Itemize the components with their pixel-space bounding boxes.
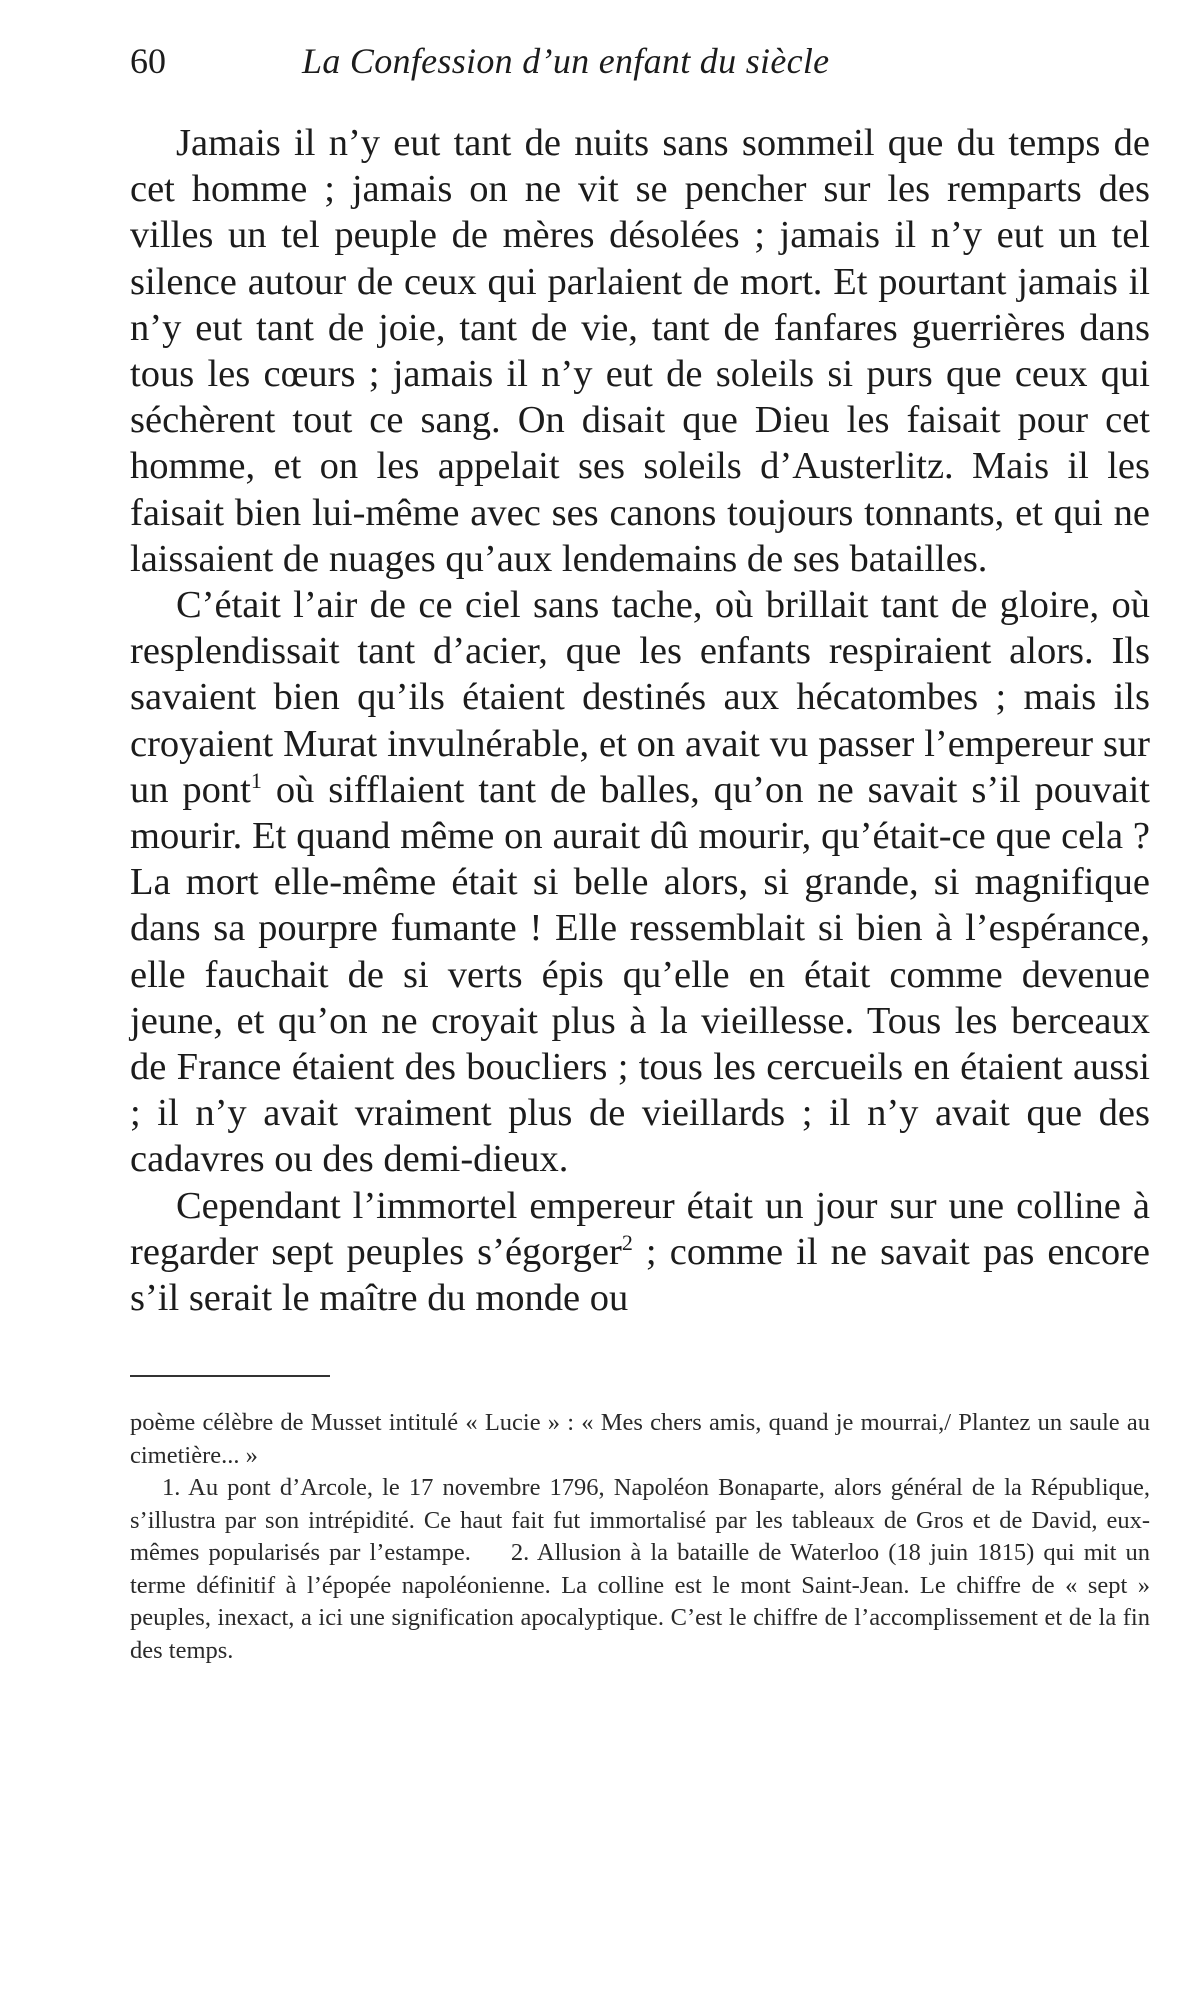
paragraph-3-part-1: Cependant l’immortel empereur était un jour sur une colline à regarder sept peuples s’égorger [130,1184,1150,1273]
footnote-separator [130,1375,330,1377]
footnote-ref-1[interactable]: 1 [250,768,262,794]
page-number: 60 [130,41,166,81]
footnote-2-number: 2. [510,1539,530,1567]
book-title: La Confession d’un enfant du siècle [302,41,830,81]
main-text [130,120,1150,1321]
footnote-continued: poème célèbre de Musset intitulé « Lucie » : « Mes chers amis, quand je mourrai,/ Plantez un saule au cimetière... » [130,1409,1150,1469]
footnote-2-text: Allusion à la bataille de Waterloo (18 juin 1815) qui mit un terme définitif à l’épopée napoléonienne. La colline est le mont Saint-Jean. Le chiffre de « sept » peuples, inexact, a ici une signification apocalyptique. C’est le chiffre de l’accomplissement et de la fin des temps. [130,1539,1150,1664]
paragraph-2-part-1: C’était l’air de ce ciel sans tache, où brillait tant de gloire, où resplendissait tant d’acier, que les enfants respiraient alors. Ils savaient bien qu’ils étaient destinés aux hécatombes ; mais ils croyaient Murat invulnérable, et on avait vu passer l’empereur sur un pont [130,584,1150,811]
running-head [130,40,1150,100]
paragraph-2-part-2: où sifflaient tant de balles, qu’on ne savait s’il pouvait mourir. Et quand même on aurait dû mourir, qu’était-ce que cela ? La mort elle-même était si belle alors, si grande, si magnifique dans sa pourpre fumante ! Elle ressemblait si bien à l’espérance, elle fauchait de si verts épis qu’elle en était comme devenue jeune, et qu’on ne croyait plus à la vieillesse. Tous les berceaux de France étaient des boucliers ; tous les cercueils en étaient aussi ; il n’y avait vraiment plus de vieillards ; il n’y avait que des cadavres ou des demi-dieux. [130,768,1150,1181]
paragraph-3-part-2: ; comme il ne savait pas encore s’il serait le maître du monde ou [130,1230,1150,1320]
paragraph-2 [130,582,1150,1183]
paragraph-1: Jamais il n’y eut tant de nuits sans sommeil que du temps de cet homme ; jamais on ne vit se pencher sur les remparts des villes un tel peuple de mères désolées ; jamais il n’y eut un tel silence autour de ceux qui parlaient de mort. Et pourtant jamais il n’y eut tant de joie, tant de vie, tant de fanfares guerrières dans tous les cœurs ; jamais il n’y eut de soleils si purs que ceux qui séchèrent tout ce sang. On disait que Dieu les faisait pour cet homme, et on les appelait ses soleils d’Austerlitz. Mais il les faisait bien lui-même avec ses canons toujours tonnants, et qui ne laissaient de nuages qu’aux lendemains de ses batailles. [130,122,1150,580]
footnote-1-and-2 [130,1472,1150,1667]
footnote-1-number: 1. [162,1474,181,1502]
footnotes [130,1407,1150,1667]
footnote-ref-2[interactable]: 2 [621,1230,633,1256]
book-page [130,40,1150,1970]
footnote-1-text: Au pont d’Arcole, le 17 novembre 1796, Napoléon Bonaparte, alors général de la République, s’illustra par son intrépidité. Ce haut fait fut immortalisé par les tableaux de Gros et de David, eux-mêmes popularisés par l’estampe. [130,1474,1150,1567]
paragraph-3 [130,1183,1150,1322]
